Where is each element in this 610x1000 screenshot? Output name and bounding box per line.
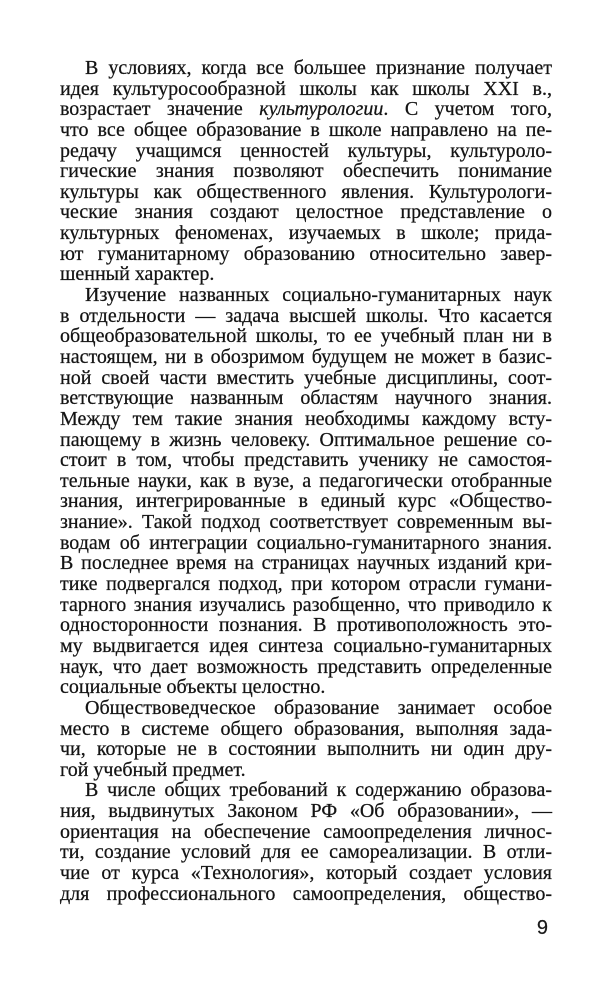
text-line: тельные науки, как в вузе, а педагогически отобранные [60,469,552,492]
text-line: му выдвигается идея синтеза социально-гуманитарных [60,634,552,657]
text-line: чи, которые не в состоянии выполнить ни один дру- [60,738,552,761]
text-line: ческие знания создают целостное представление о [60,201,552,224]
paragraph [60,780,552,904]
text-line: стоит в том, чтобы представить ученику не самостоя- [60,449,552,472]
text-line: водам об интеграции социально-гуманитарного знания. [60,531,552,554]
text-line: культурных феноменах, изучаемых в школе; прида- [60,222,552,245]
text-line: ют гуманитарному образованию относительно завер- [60,242,552,265]
text-line: ной своей части вместить учебные дисциплины, соот- [60,366,552,389]
text-line: культуры как общественного явления. Культурологи- [60,180,552,203]
text-line: ветствующие названным областям научного знания. [60,387,552,410]
text-line: знание». Такой подход соответствует современным вы- [60,511,552,534]
text-line: общеобразовательной школы, то ее учебный план ни в [60,325,552,348]
text-line: знания, интегрированные в единый курс «Общество- [60,490,552,513]
text-line: пающему в жизнь человеку. Оптимальное решение со- [60,428,552,451]
text-line: ти, создание условий для ее самореализации. В отли- [60,841,552,864]
paragraph [60,285,552,698]
text-line: тике подвергался подход, при котором отрасли гумани- [60,573,552,596]
text-line: односторонности познания. В противоположность это- [60,614,552,637]
text-line: Между тем такие знания необходимы каждому всту- [60,407,552,430]
italic-term: культурологии [259,98,384,121]
text-line: в отдельности — задача высшей школы. Что касается [60,304,552,327]
text-line: наук, что дает возможность представить определенные [60,655,552,678]
text-line: Изучение названных социально-гуманитарных наук [85,284,552,307]
text-line: для профессионального самоопределения, общество- [60,882,552,905]
text-line: что все общее образование в школе направлено на пе- [60,118,552,141]
text-line: гические знания позволяют обеспечить понимание [60,160,552,183]
text-line: гой учебный предмет. [60,758,246,781]
text-line: идея культуросообразной школы как школы XXI в., [60,77,552,100]
text-line: ния, выдвинутых Законом РФ «Об образовании», — [60,800,552,823]
text-segment: возрастает значение [60,98,260,121]
text-segment: . С учетом того, [383,98,552,121]
text-line: редачу учащимся ценностей культуры, культуроло- [60,139,552,162]
text-line: Обществоведческое образование занимает особое [85,696,552,719]
text-line [60,99,552,120]
paragraph [60,698,552,781]
page-number: 9 [536,917,548,939]
paragraph [60,58,552,285]
text-line: место в системе общего образования, выполняя зада- [60,717,552,740]
text-line: В последнее время на страницах научных изданий кри- [60,552,552,575]
text-line: ориентация на обеспечение самоопределения личнос- [60,820,552,843]
body-text [60,58,552,904]
text-line: тарного знания изучались разобщенно, что приводило к [60,593,552,616]
text-line: В числе общих требований к содержанию образова- [85,779,552,802]
text-line: В условиях, когда все большее признание получает [85,57,552,79]
text-line: шенный характер. [60,263,215,286]
text-line: настоящем, ни в обозримом будущем не может в базис- [60,345,552,368]
text-line: чие от курса «Технология», который создает условия [60,861,552,884]
text-line: социальные объекты целостно. [60,676,326,699]
